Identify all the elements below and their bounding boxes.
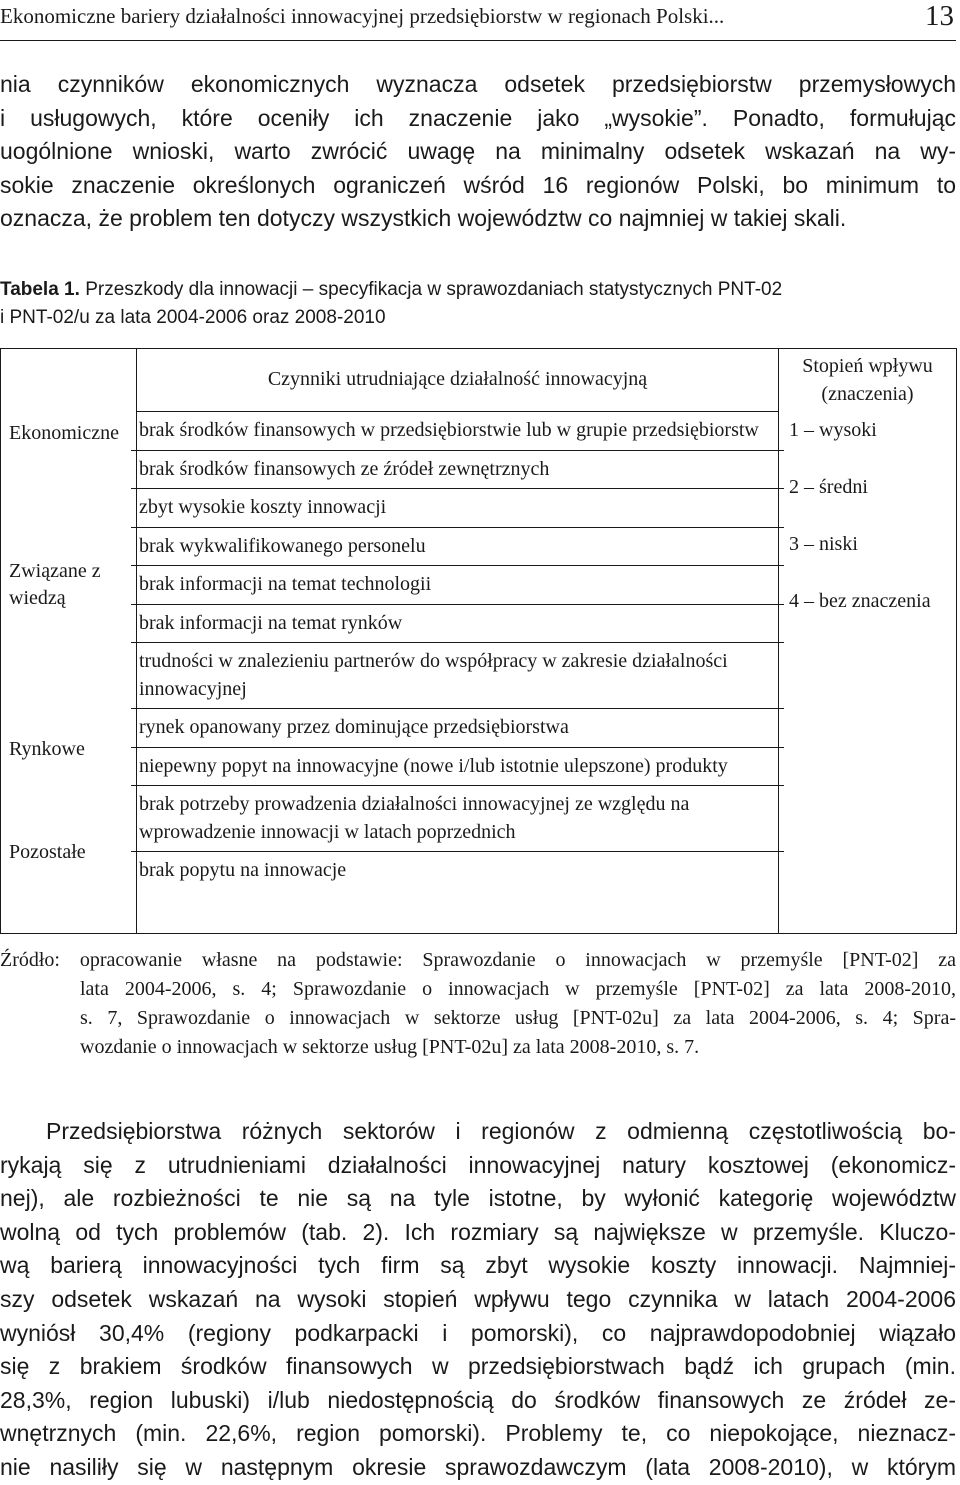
table-header-row	[1, 349, 957, 412]
text-line: sokie znaczenie określonych ograniczeń wśród 16 regionów Polski, bo minimum to	[0, 171, 956, 198]
text-line: s. 7, Sprawozdanie o innowacjach w sektorze usług [PNT-02u] za lata 2004-2006, s. 4; Spra-	[80, 1007, 956, 1029]
running-title: Ekonomiczne bariery działalności innowacyjnej przedsiębiorstw w regionach Polski...	[0, 4, 725, 28]
text-line: nej), ale rozbieżności te nie są na tyle istotne, by wyłonić kategorię województw	[0, 1185, 956, 1212]
factor-item: brak środków finansowych w przedsiębiorstwie lub w grupie przedsiębiorstw	[131, 412, 784, 451]
factor-item: niepewny popyt na innowacyjne (nowe i/lub istotnie ulepszone) produkty	[131, 748, 784, 787]
text-line: nie nasiliły się w następnym okresie sprawozdawczym (lata 2008-2010), w którym	[0, 1453, 956, 1480]
groups-column	[1, 412, 137, 934]
source-note	[0, 946, 956, 1062]
table-body-row	[1, 412, 957, 934]
table-label: Tabela 1.	[0, 279, 80, 300]
text-line: 28,3%, region lubuski) i/lub niedostępnością do środków finansowych ze źródeł ze-	[0, 1386, 956, 1413]
text-line: się z brakiem środków finansowych w przedsiębiorstwach bądź ich grupach (min.	[0, 1353, 956, 1380]
factor-item: zbyt wysokie koszty innowacji	[131, 489, 784, 528]
table-caption-text: Przeszkody dla innowacji – specyfikacja w sprawozdaniach statystycznych PNT-02	[85, 279, 783, 300]
text-line: nia czynników ekonomicznych wyznacza odsetek przedsiębiorstw przemysłowych	[0, 71, 956, 97]
text-line: wą barierą innowacyjności tych firm są zbyt wysokie koszty innowacji. Najmniej-	[0, 1252, 956, 1279]
text-line: wozdanie o innowacjach w sektorze usług [PNT-02u] za lata 2008-2010, s. 7.	[80, 1036, 700, 1058]
barriers-table	[0, 348, 957, 934]
impact-level: 4 – bez znaczenia	[789, 589, 931, 612]
factor-item: trudności w znalezieniu partnerów do współpracy w zakresie działalności innowacyjnej	[131, 643, 784, 709]
header-empty-cell	[1, 349, 137, 412]
factor-item: brak środków finansowych ze źródeł zewnętrznych	[131, 451, 784, 490]
factor-item: brak informacji na temat rynków	[131, 605, 784, 644]
header-impact: Stopień wpływu (znaczenia)	[779, 349, 957, 412]
table-caption	[0, 276, 956, 332]
group-label: Pozostałe	[9, 840, 86, 863]
group-label: Ekonomiczne	[9, 421, 119, 444]
factor-item: brak popytu na innowacje	[139, 859, 347, 881]
text-line: oznacza, że problem ten dotyczy wszystkich województw co najmniej w takiej skali.	[0, 205, 847, 232]
text-line: lata 2004-2006, s. 4; Sprawozdanie o innowacjach w przemyśle [PNT-02] za lata 2008-2010,	[80, 978, 956, 1000]
factor-item: brak potrzeby prowadzenia działalności innowacyjnej ze względu na wprowadzenie innowacji w latach poprzednich	[131, 786, 784, 852]
factors-column	[137, 412, 779, 934]
impact-level: 2 – średni	[789, 475, 868, 498]
text-line: i usługowych, które oceniły ich znaczenie jako „wysokie”. Ponadto, formułując	[0, 104, 956, 131]
text-line: wyniósł 30,4% (regiony podkarpacki i pomorski), co najprawdopodobniej wiązało	[0, 1319, 956, 1346]
text-line: szy odsetek wskazań na wysoki stopień wpływu tego czynnika w latach 2004-2006	[0, 1285, 956, 1312]
group-label: Związane z wiedzą	[9, 559, 101, 609]
text-line: wnętrznych (min. 22,6%, region pomorski). Problemy te, co niepokojące, nieznacz-	[0, 1420, 956, 1447]
impact-level: 1 – wysoki	[789, 418, 877, 441]
group-label: Rynkowe	[9, 737, 85, 760]
page-number: 13	[925, 0, 954, 32]
text-line: rykają się z utrudnieniami działalności innowacyjnej natury kosztowej (ekonomicz-	[0, 1151, 956, 1178]
intro-paragraph	[0, 68, 956, 236]
factor-item: brak wykwalifikowanego personelu	[131, 528, 784, 567]
table-caption-text-2: i PNT-02/u za lata 2004-2006 oraz 2008-2010	[0, 307, 386, 328]
text-line: wolną od tych problemów (tab. 2). Ich rozmiary są największe w przemyśle. Kluczo-	[0, 1218, 956, 1245]
text-line: Źródło: opracowanie własne na podstawie: Sprawozdanie o innowacjach w przemyśle [PNT-02] za	[0, 949, 956, 971]
impact-level: 3 – niski	[789, 532, 858, 555]
factor-item: rynek opanowany przez dominujące przedsiębiorstwa	[131, 709, 784, 748]
impact-column	[779, 412, 957, 934]
text-line: uogólnione wnioski, warto zwrócić uwagę na minimalny odsetek wskazań na wy-	[0, 138, 956, 165]
factor-item: brak informacji na temat technologii	[131, 566, 784, 605]
body-paragraph	[0, 1115, 956, 1485]
text-line: Przedsiębiorstwa różnych sektorów i regionów z odmienną częstotliwością bo-	[46, 1118, 956, 1144]
running-header	[0, 0, 956, 41]
header-factors: Czynniki utrudniające działalność innowacyjną	[137, 349, 779, 412]
